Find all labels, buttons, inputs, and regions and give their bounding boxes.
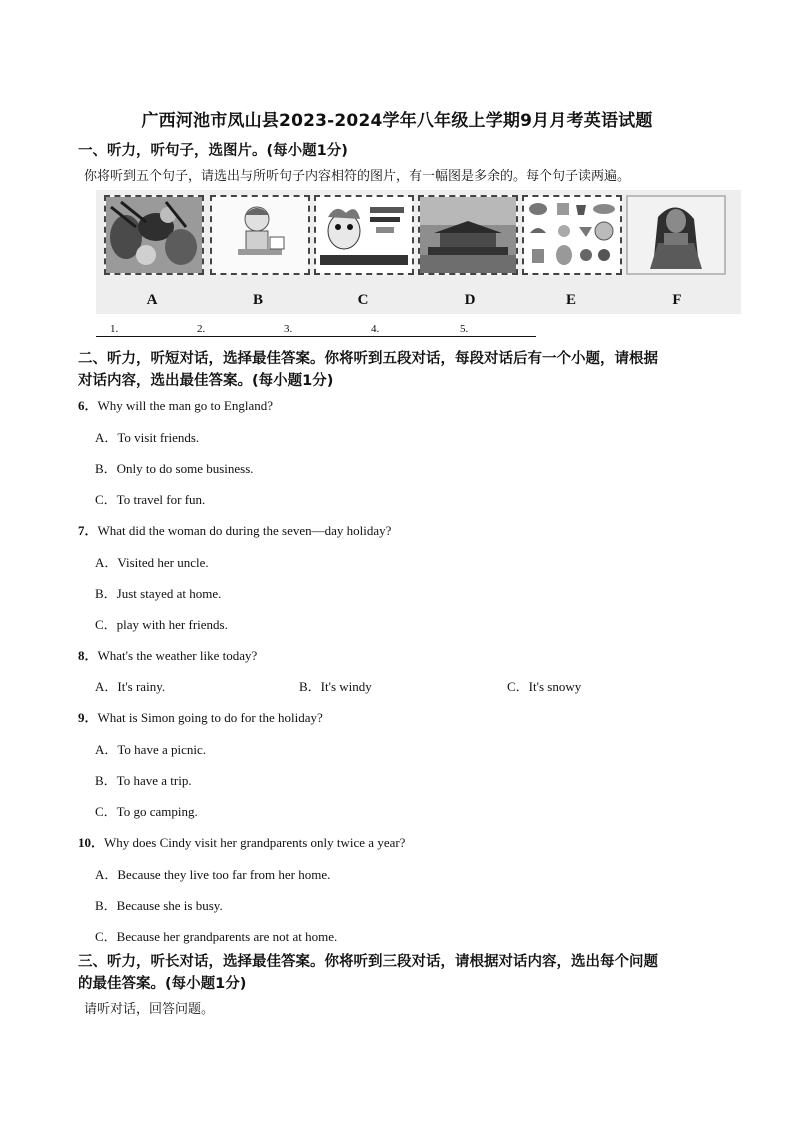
girl-studying-image xyxy=(210,195,310,275)
section2-heading-line2: 对话内容，选出最佳答案。(每小题1分) xyxy=(78,373,334,389)
question-text: What did the woman do during the seven—day holiday? xyxy=(97,523,392,538)
option-6b[interactable]: B．Only to do some business. xyxy=(95,461,254,476)
question-number: 9． xyxy=(78,710,98,725)
option-9c[interactable]: C．To go camping. xyxy=(95,804,198,819)
option-10c[interactable]: C．Because her grandparents are not at home. xyxy=(95,929,338,944)
question-9 xyxy=(78,707,323,726)
question-text: What's the weather like today? xyxy=(97,648,258,663)
option-7a[interactable]: A．Visited her uncle. xyxy=(95,555,209,570)
picture-label-c: C xyxy=(357,292,369,308)
answer-blank-3[interactable]: 3. xyxy=(284,323,293,335)
picture-strip xyxy=(96,190,741,314)
option-9a[interactable]: A．To have a picnic. xyxy=(95,742,206,757)
picture-label-f: F xyxy=(672,292,682,308)
food-items-image xyxy=(522,195,622,275)
question-7 xyxy=(78,520,391,539)
answer-blank-2[interactable]: 2. xyxy=(197,323,206,335)
answer-blank-4[interactable]: 4. xyxy=(371,323,380,335)
question-number: 6． xyxy=(78,398,98,413)
picture-label-d: D xyxy=(464,292,476,308)
question-8 xyxy=(78,645,257,664)
question-text: Why will the man go to England? xyxy=(97,398,273,413)
option-10b[interactable]: B．Because she is busy. xyxy=(95,898,223,913)
option-9b[interactable]: B．To have a trip. xyxy=(95,773,192,788)
option-7b[interactable]: B．Just stayed at home. xyxy=(95,586,222,601)
picture-label-e: E xyxy=(565,292,576,308)
section3-heading-line2: 的最佳答案。(每小题1分) xyxy=(78,976,247,992)
question-number: 8． xyxy=(78,648,98,663)
answer-line xyxy=(96,336,536,337)
option-8c[interactable]: C．It's snowy xyxy=(507,679,582,694)
option-8b[interactable]: B．It's windy xyxy=(299,679,372,694)
mascot-poster-image xyxy=(314,195,414,275)
section3-instruction: 请听对话，回答问题。 xyxy=(84,1002,215,1017)
option-6a[interactable]: A．To visit friends. xyxy=(95,430,200,445)
section1-instruction: 你将听到五个句子，请选出与所听句子内容相符的图片，有一幅图是多余的。每个句子读两遍。 xyxy=(84,169,631,184)
question-number: 10． xyxy=(78,835,105,850)
option-6c[interactable]: C．To travel for fun. xyxy=(95,492,206,507)
option-7c[interactable]: C．play with her friends. xyxy=(95,617,228,632)
question-6 xyxy=(78,395,273,414)
option-8a[interactable]: A．It's rainy. xyxy=(95,679,166,694)
city-gate-image xyxy=(418,195,518,275)
answer-blank-1[interactable]: 1. xyxy=(110,323,119,335)
section2-heading-line1: 二、听力，听短对话，选择最佳答案。你将听到五段对话，每段对话后有一个小题，请根据 xyxy=(78,351,658,367)
question-text: What is Simon going to do for the holiday? xyxy=(97,710,323,725)
option-10a[interactable]: A．Because they live too far from her home. xyxy=(95,867,331,882)
picture-label-a: A xyxy=(146,292,158,308)
question-10 xyxy=(78,832,405,851)
girl-doll-image xyxy=(626,195,726,275)
vegetables-image xyxy=(104,195,204,275)
question-text: Why does Cindy visit her grandparents only twice a year? xyxy=(104,835,406,850)
page-title: 广西河池市凤山县2023-2024学年八年级上学期9月月考英语试题 xyxy=(141,111,653,131)
answer-blank-5[interactable]: 5. xyxy=(460,323,469,335)
question-number: 7． xyxy=(78,523,98,538)
picture-label-b: B xyxy=(252,292,263,308)
section3-heading-line1: 三、听力，听长对话，选择最佳答案。你将听到三段对话，请根据对话内容，选出每个问题 xyxy=(78,954,658,970)
section1-heading: 一、听力，听句子，选图片。(每小题1分) xyxy=(78,143,348,159)
